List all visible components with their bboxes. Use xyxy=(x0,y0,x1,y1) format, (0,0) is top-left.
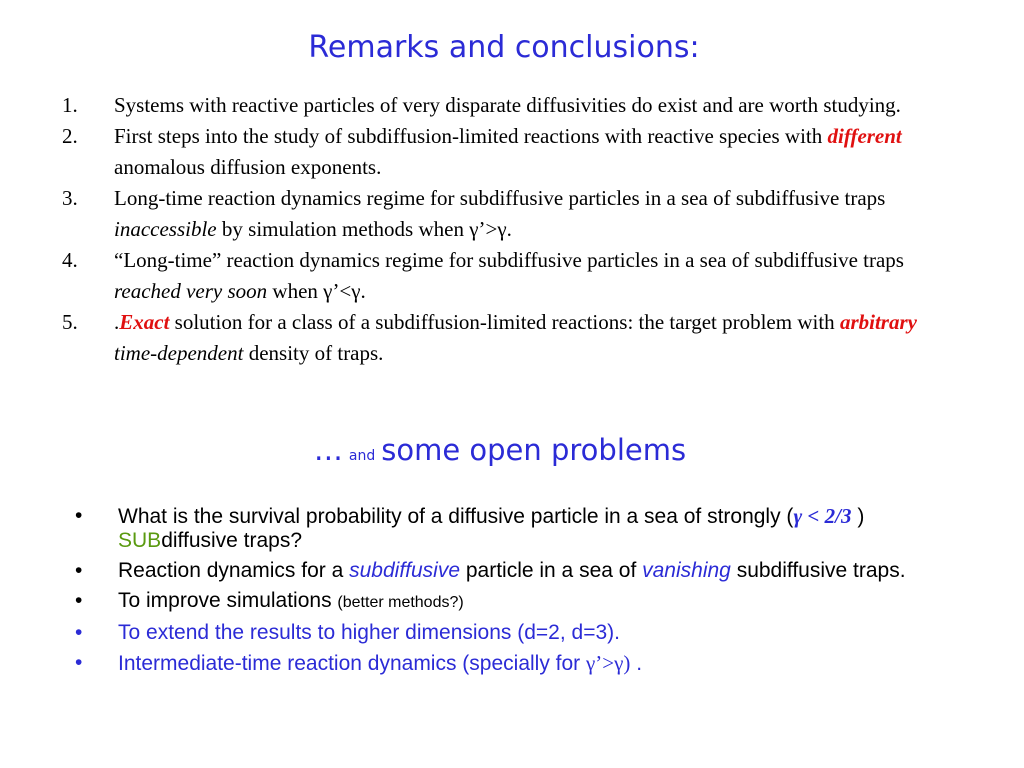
bullet-dot: • xyxy=(75,589,83,612)
conclusion-item-2 xyxy=(62,121,962,183)
item-text: “Long-time” reaction dynamics regime for subdiffusive particles in a sea of subdiffusive traps xyxy=(114,248,904,272)
bullet-dot: • xyxy=(75,504,83,527)
small-note: (better methods?) xyxy=(337,594,464,611)
item-text: ) xyxy=(851,505,865,528)
bullet-dot: • xyxy=(75,621,83,644)
conclusion-item-1 xyxy=(62,90,962,121)
gamma-expression: γ < 2/3 xyxy=(793,504,852,528)
gamma-expression: γ’>γ) xyxy=(586,651,631,675)
problem-item-4 xyxy=(75,621,955,645)
item-number: 4. xyxy=(62,248,78,272)
slide-title: Remarks and conclusions: xyxy=(308,30,700,65)
conclusion-item-3 xyxy=(62,183,962,245)
sub-highlight: SUB xyxy=(118,529,162,552)
open-problems-list xyxy=(75,504,955,682)
emphasis-subdiffusive: subdiffusive xyxy=(349,559,461,582)
item-text: What is the survival probability of a diffusive particle in a sea of strongly ( xyxy=(118,505,794,528)
item-text: Long-time reaction dynamics regime for subdiffusive particles in a sea of subdiffusive traps xyxy=(114,186,886,210)
conclusion-item-5 xyxy=(62,307,962,369)
item-text: diffusive traps? xyxy=(161,529,303,552)
open-problems-heading xyxy=(0,433,1000,467)
emphasis-vanishing: vanishing xyxy=(642,559,731,582)
problem-item-3 xyxy=(75,589,955,615)
item-number: 5. xyxy=(62,310,78,334)
emphasis-different: different xyxy=(827,124,902,148)
item-number: 2. xyxy=(62,124,78,148)
item-text: density of traps. xyxy=(243,341,384,365)
problem-item-1 xyxy=(75,504,955,553)
emphasis-time-dependent: time-dependent xyxy=(114,341,244,365)
item-text: anomalous diffusion exponents. xyxy=(114,155,382,179)
emphasis-arbitrary: arbitrary xyxy=(839,310,917,334)
emphasis-inaccessible: inaccessible xyxy=(114,217,217,241)
conclusions-list xyxy=(62,90,962,369)
item-text: by simulation methods when γ’>γ. xyxy=(216,217,512,241)
bullet-dot: • xyxy=(75,651,83,674)
emphasis-reached-very-soon: reached very soon xyxy=(114,279,268,303)
item-text: First steps into the study of subdiffusion-limited reactions with reactive species with xyxy=(114,124,828,148)
item-text: Reaction dynamics for a xyxy=(118,559,350,582)
item-text: subdiffusive traps. xyxy=(730,559,906,582)
item-text: To improve simulations xyxy=(118,589,338,612)
conclusion-item-4 xyxy=(62,245,962,307)
item-text: when γ’<γ. xyxy=(267,279,366,303)
problem-item-5 xyxy=(75,651,955,676)
item-text: solution for a class of a subdiffusion-limited reactions: the target problem with xyxy=(169,310,840,334)
bullet-dot: • xyxy=(75,559,83,582)
item-text: particle in a sea of xyxy=(460,559,643,582)
emphasis-exact: Exact xyxy=(119,310,170,334)
and-word: and xyxy=(348,448,376,464)
item-text: To extend the results to higher dimensions (d=2, d=3). xyxy=(118,621,620,644)
item-number: 1. xyxy=(62,93,78,117)
problem-item-2 xyxy=(75,559,955,583)
item-number: 3. xyxy=(62,186,78,210)
item-text: . xyxy=(114,310,120,334)
item-text: . xyxy=(630,652,643,675)
item-text: Intermediate-time reaction dynamics (specially for xyxy=(118,652,587,675)
item-text: Systems with reactive particles of very disparate diffusivities do exist and are worth studying. xyxy=(114,93,901,117)
ellipsis: … xyxy=(313,433,343,467)
subtitle-main: some open problems xyxy=(381,433,687,467)
